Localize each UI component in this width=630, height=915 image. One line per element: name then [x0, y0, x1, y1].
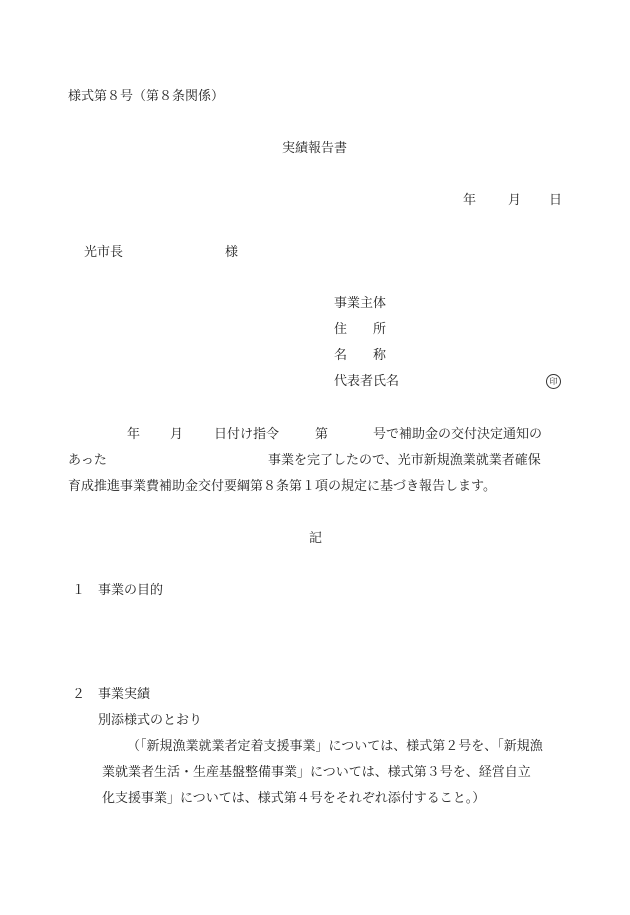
addressee-suffix: 様 — [225, 245, 239, 260]
body-number-prefix: 第 — [315, 427, 329, 442]
section2-title: 事業実績 — [98, 687, 151, 702]
applicant-heading: 事業主体 — [334, 296, 387, 311]
body-line1-rest: 号で補助金の交付決定通知の — [373, 427, 543, 442]
form-label: 様式第８号（第８条関係） — [68, 89, 225, 104]
note-line: （「新規漁業就業者定着支援事業」については、様式第２号を、「新規漁 — [127, 739, 543, 754]
document-title: 実績報告書 — [282, 141, 348, 156]
note-line: 化支援事業」については、様式第４号をそれぞれ添付すること。） — [102, 791, 486, 806]
seal-mark — [546, 374, 561, 390]
section1-title: 事業の目的 — [98, 583, 164, 598]
date-year-label: 年 — [463, 193, 477, 208]
body-year-label: 年 — [127, 427, 141, 442]
addressee-name: 光市長 — [84, 245, 124, 260]
note-line: 業就業者生活・生産基盤整備事業」については、様式第３号を、経営自立 — [102, 765, 531, 780]
body-month-label: 月 — [170, 427, 184, 442]
address-label: 住 所 — [334, 322, 387, 337]
seal-icon: 印 — [546, 374, 561, 389]
body-date-text: 日付け指令 — [214, 427, 280, 442]
body-line2-start: あった — [68, 453, 107, 468]
body-line2-rest: 事業を完了したので、光市新規漁業就業者確保 — [268, 453, 541, 468]
date-month-label: 月 — [508, 193, 522, 208]
ki-label: 記 — [309, 531, 323, 546]
section1-number: １ — [72, 583, 86, 598]
representative-label: 代表者氏名 — [334, 374, 400, 389]
section2-sub: 別添様式のとおり — [98, 713, 203, 728]
body-line3: 育成推進事業費補助金交付要綱第８条第１項の規定に基づき報告します。 — [68, 479, 496, 494]
section2-number: ２ — [72, 687, 86, 702]
name-label: 名 称 — [334, 348, 387, 363]
date-day-label: 日 — [549, 193, 563, 208]
